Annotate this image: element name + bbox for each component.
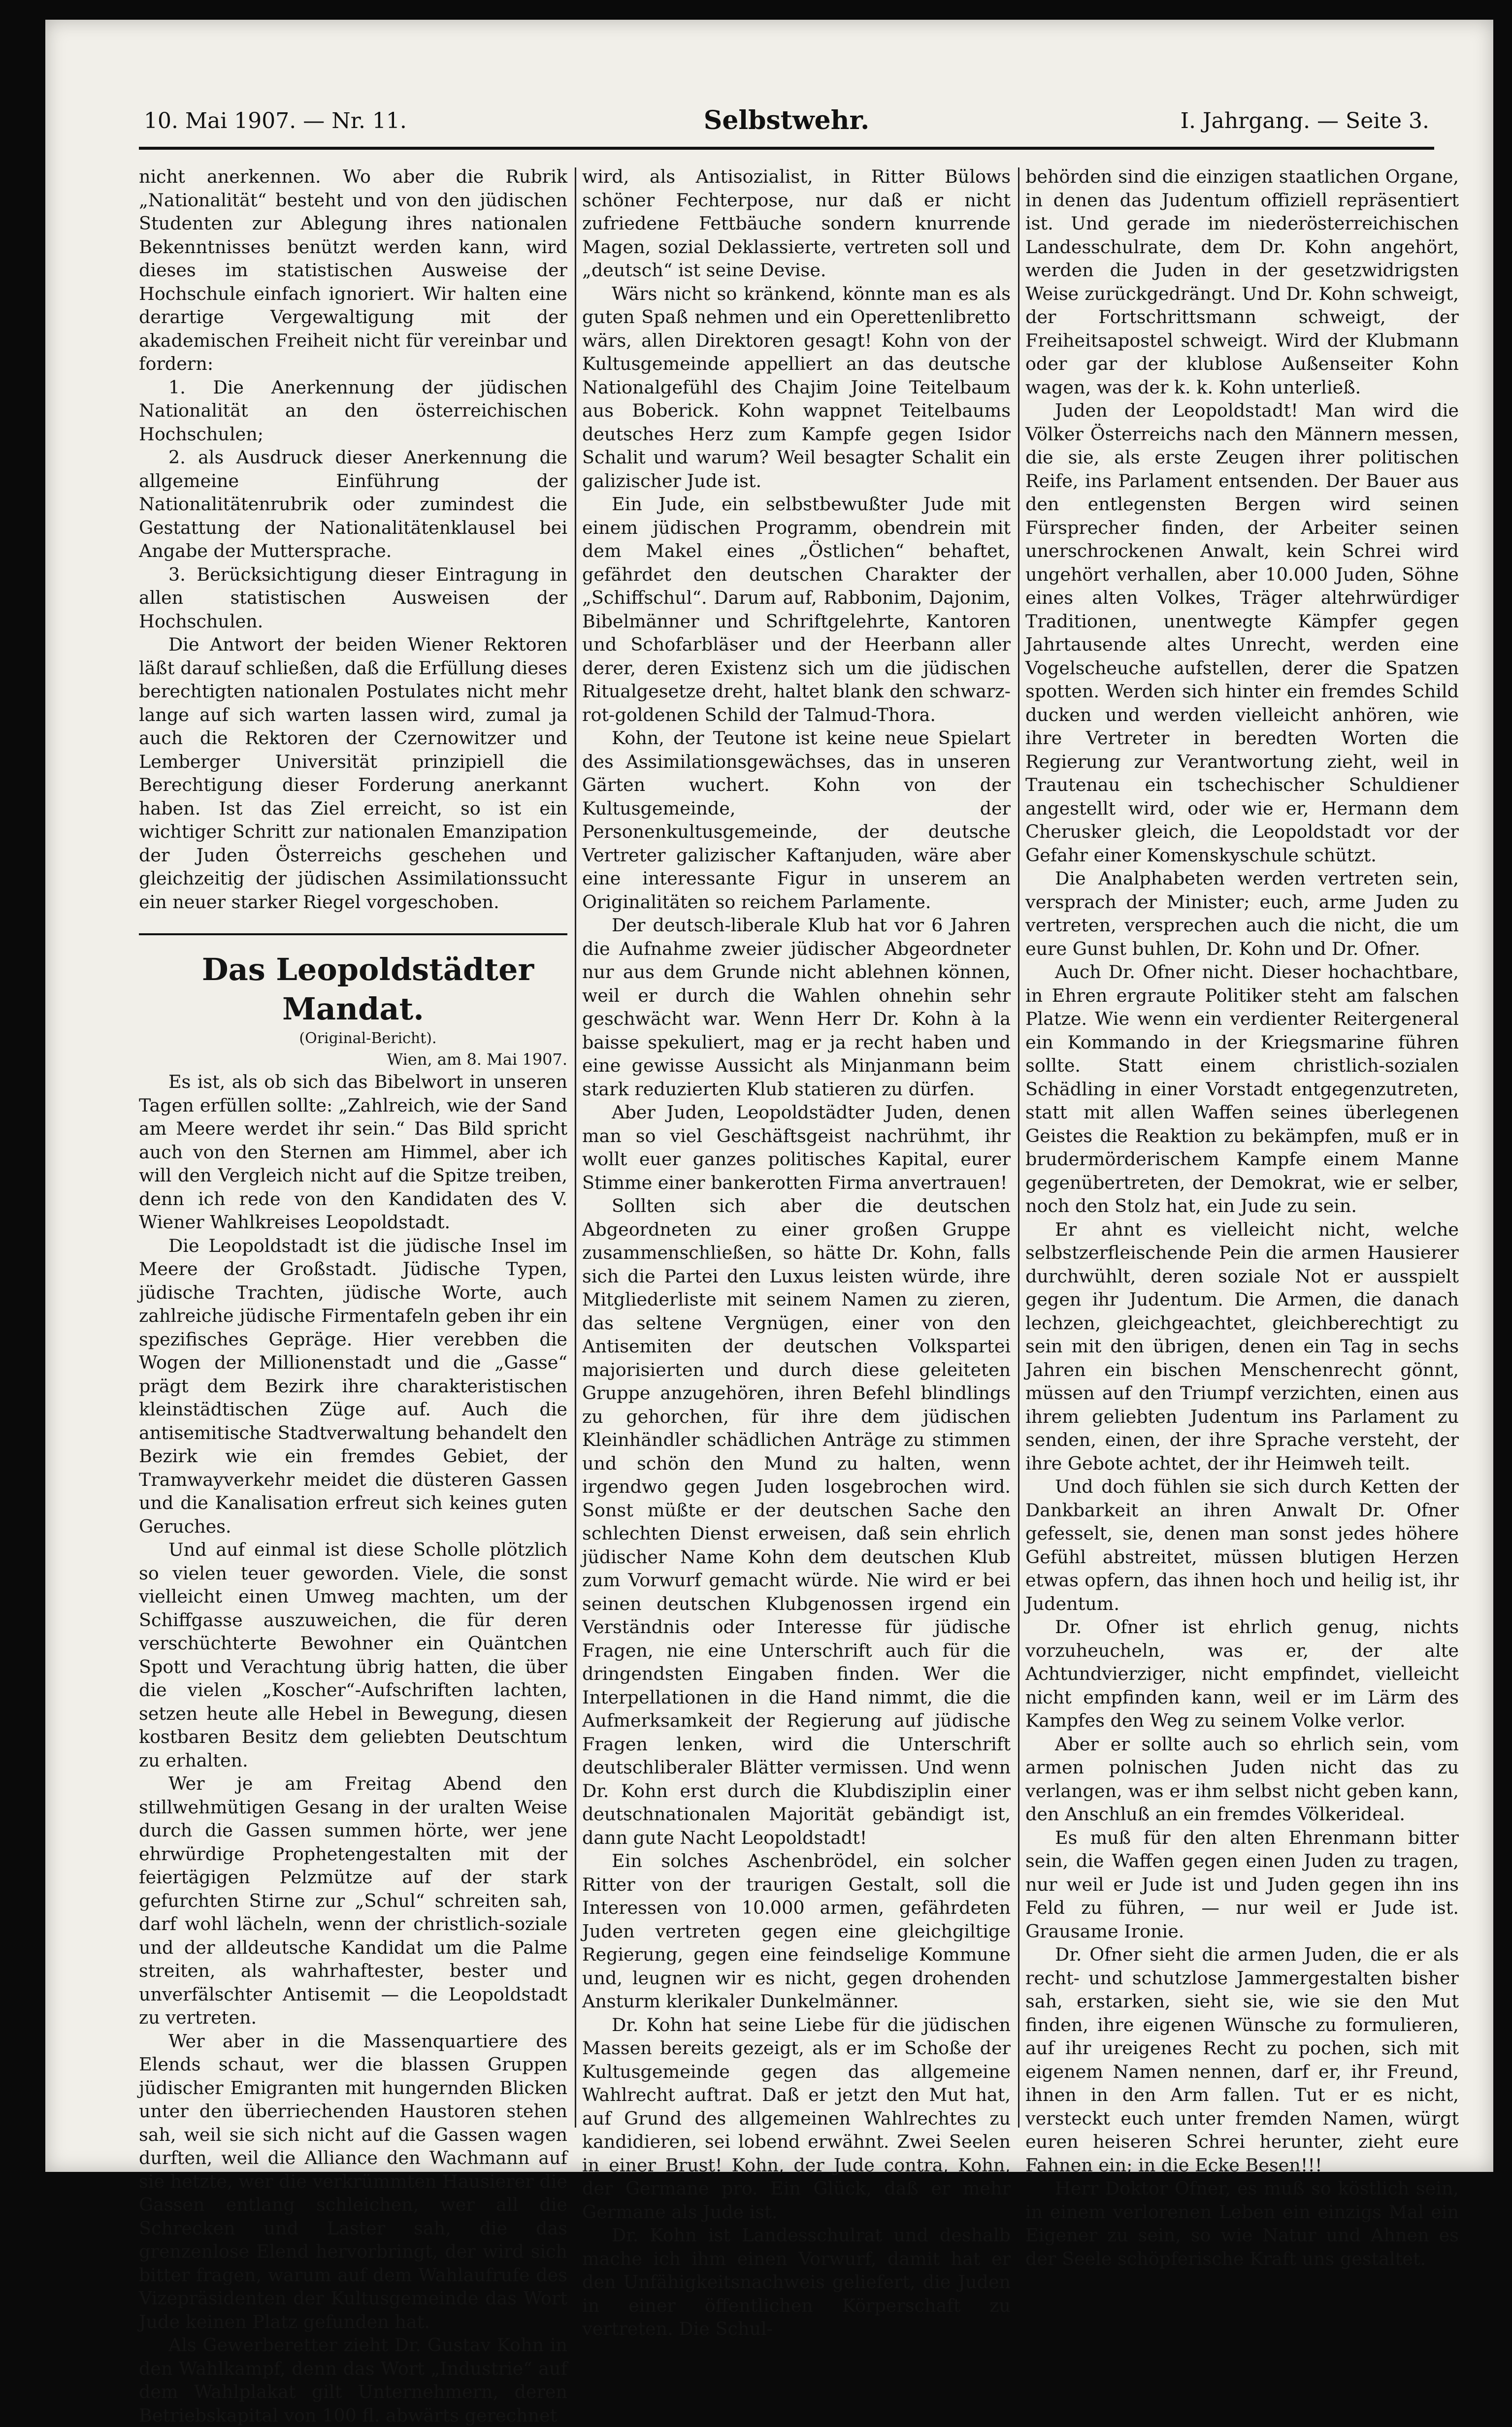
paragraph: Aber Juden, Leopoldstädter Juden, denen man so viel Geschäftsgeist nachrühmt, ihr wollt euer ganzes politisches Kapital, eurer Stimme einer bankerotten Firma anvertrauen!: [582, 1102, 1011, 1193]
article-title: Das Leopoldstädter Mandat.: [201, 951, 534, 1027]
newspaper-page: [45, 20, 1493, 2426]
paragraph: Und doch fühlen sie sich durch Ketten der Dankbarkeit an ihren Anwalt Dr. Ofner gefesselt, sie, denen man sonst jedes höhere Gefühl abstreitet, müssen blutigen Herzen etwas opfern, das ihnen hoch und heilig ist, ihr Judentum.: [1025, 1476, 1459, 1614]
header-date-issue: 10. Mai 1907. — Nr. 11.: [144, 108, 407, 133]
demand-item-3: 3. Berücksichtigung dieser Eintragung in allen statistischen Ausweisen der Hochschulen.: [139, 563, 567, 632]
paragraph: Wärs nicht so kränkend, könnte man es als guten Spaß nehmen und ein Operettenlibretto wärs, allen Direktoren gesagt! Kohn von der Kultusgemeinde appelliert an das deutsche Nationalgefühl des Chajim Joine Teitelbaum aus Boberick. Kohn wappnet Teitelbaums deutsches Herz zum Kampfe gegen Isidor Schalit und warum? Weil besagter Schalit ein galizischer Jude ist.: [582, 283, 1011, 492]
paragraph: Dr. Kohn ist Landesschulrat und deshalb mache ich ihm einen Vorwurf, damit hat er den Unfähigkeitsnachweis geliefert, die Juden in einer öffentlichen Körperschaft zu vertreten. Die Schul-: [582, 2225, 1011, 2339]
paragraph: nicht anerkennen. Wo aber die Rubrik „Nationalität“ besteht und von den jüdischen Studenten zur Ablegung ihres nationalen Bekenntnisses benützt werden kann, wird dieses im statistischen Ausweise der Hochschule einfach ignoriert. Wir halten eine derartige Vergewaltigung mit der akademischen Freiheit nicht für vereinbar und fordern:: [139, 166, 567, 374]
demand-item-1: 1. Die Anerkennung der jüdischen Nationalität an den österreichischen Hochschulen;: [139, 376, 567, 445]
column-2: [582, 165, 1011, 2339]
paragraph: Wer aber in die Massenquartiere des Elends schaut, wer die blassen Gruppen jüdischer Emigranten mit hungernden Blicken unter den überriechenden Haustoren stehen sah, weil sie sich nicht auf die Gassen wagen durften, weil die Alliance den Wachmann auf sie hetzte, wer die verkrümmten Hausierer die Gassen entlang schleichen, wer all die Schrecken und Laster sah, die das grenzenlose Elend hervorbringt, der wird sich bitter fragen, warum auf dem Wahlaufrufe des Vizepräsidenten der Kultusgemeinde das Wort Jude keinen Platz gefunden hat.: [139, 2030, 567, 2332]
paragraph: Herr Doktor Ofner, es muß so köstlich sein, in einem verlorenen Leben ein einzigs Mal ein Eigener zu sein, so wie Natur und Ahnen es der Seele schöpferische Kraft uns gestaltet.: [1025, 2178, 1459, 2269]
paragraph: Aber er sollte auch so ehrlich sein, vom armen polnischen Juden nicht das zu verlangen, was er ihm selbst nicht geben kann, den Anschluß an ein fremdes Völkerideal.: [1025, 1733, 1459, 1825]
column-1: [139, 165, 567, 2426]
column-3: [1025, 165, 1459, 2269]
header-volume-page: I. Jahrgang. — Seite 3.: [1180, 108, 1429, 133]
article-dateline: Wien, am 8. Mai 1907.: [387, 1050, 567, 1069]
paragraph: Es ist, als ob sich das Bibelwort in unseren Tagen erfüllen sollte: „Zahlreich, wie der Sand am Meere werdet ihr sein.“ Das Bild spricht auch von den Sternen am Himmel, aber ich will den Vergleich nicht auf die Spitze treiben, denn ich rede von den Kandidaten des V. Wiener Wahlkreises Leopoldstadt.: [139, 1071, 567, 1233]
paragraph: behörden sind die einzigen staatlichen Organe, in denen das Judentum offiziell repräsentiert ist. Und gerade im niederösterreichischen Landesschulrate, dem Dr. Kohn angehört, werden die Juden in der gesetzwidrigsten Weise zurückgedrängt. Und Dr. Kohn schweigt, der Fortschrittsmann schweigt, der Freiheitsapostel schweigt. Wird der Klubmann oder gar der klublose Außenseiter Kohn wagen, was der k. k. Kohn unterließ.: [1025, 166, 1459, 398]
paragraph: Auch Dr. Ofner nicht. Dieser hochachtbare, in Ehren ergraute Politiker steht am falschen Platze. Wie wenn ein verdienter Reitergeneral ein Kommando in der Kriegsmarine führen sollte. Statt einem christlich-sozialen Schädling in einer Vorstadt entgegenzutreten, statt mit allen Waffen seines überlegenen Geistes die Reaktion zu bekämpfen, muß er in brudermörderischem Kampfe einem Manne gegenübertreten, der Demokrat, wie er selber, noch den Stolz hat, ein Jude zu sein.: [1025, 961, 1459, 1216]
paragraph: Als Gewerberetter zieht Dr. Gustav Kohn in den Wahlkampf, denn das Wort „Industrie“ auf dem Wahlplakat gilt Unternehmern, deren Betriebskapital von 100 fl. abwärts gerechnet: [139, 2334, 567, 2426]
paragraph: Die Analphabeten werden vertreten sein, versprach der Minister; euch, arme Juden zu vertreten, versprechen auch die nicht, die um eure Gunst buhlen, Dr. Kohn und Dr. Ofner.: [1025, 868, 1459, 959]
paragraph: Der deutsch-liberale Klub hat vor 6 Jahren die Aufnahme zweier jüdischer Abgeordneter nur aus dem Grunde nicht ablehnen können, weil er durch die Wahlen ohnehin sehr geschwächt war. Wenn Herr Dr. Kohn à la baisse spekuliert, mag er ja recht haben und eine gewisse Aussicht als Minjanmann beim stark reduzierten Klub statieren zu dürfen.: [582, 915, 1011, 1100]
paragraph: wird, als Antisozialist, in Ritter Bülows schöner Fechterpose, nur daß er nicht zufriedene Fettbäuche sondern knurrende Magen, sozial Deklassierte, vertreten soll und „deutsch“ ist seine Devise.: [582, 166, 1011, 281]
paragraph: Kohn, der Teutone ist keine neue Spielart des Assimilationsgewächses, das in unseren Gärten wuchert. Kohn von der Kultusgemeinde, der Personenkultusgemeinde, der deutsche Vertreter galizischer Kaftanjuden, wäre aber eine interessante Figur in unserem an Originalitäten so reichem Parlamente.: [582, 727, 1011, 913]
column-divider-1: [575, 167, 576, 2128]
paragraph: Wer je am Freitag Abend den stillwehmütigen Gesang in der uralten Weise durch die Gassen summen hörte, wer jene ehrwürdige Prophetengestalten mit der feiertägigen Pelzmütze auf der stark gefurchten Stirne zur „Schul“ schreiten sah, darf wohl lächeln, wenn der christlich-soziale und der alldeutsche Kandidat um die Palme streiten, als wahrhaftester, bester und unverfälschter Antisemit — die Leopoldstadt zu vertreten.: [139, 1773, 567, 2028]
paragraph: Er ahnt es vielleicht nicht, welche selbstzerfleischende Pein die armen Hausierer durchwühlt, deren soziale Not er ausspielt gegen ihr Judentum. Die Armen, die danach lechzen, gleichgeachtet, gleichberechtigt zu sein mit den übrigen, denen ein Tag in sechs Jahren ein bischen Menschenrecht gönnt, müssen auf den Triumpf verzichten, einen aus ihrem geliebten Judentum ins Parlament zu senden, einen, der ihre Sprache versteht, der ihre Gebote achtet, der ihr Heimweh teilt.: [1025, 1218, 1459, 1474]
paragraph: Es muß für den alten Ehrenmann bitter sein, die Waffen gegen einen Juden zu tragen, nur weil er Jude ist und Juden gegen ihn ins Feld zu führen, — nur weil er Jude ist. Grausame Ironie.: [1025, 1827, 1459, 1942]
paragraph: Ein Jude, ein selbstbewußter Jude mit einem jüdischen Programm, obendrein mit dem Makel eines „Östlichen“ behaftet, gefährdet den deutschen Charakter der „Schiffschul“. Darum auf, Rabbonim, Dajonim, Bibelmänner und Schriftgelehrte, Kantoren und Schofarbläser und der Heerbann aller derer, deren Existenz sich um die jüdischen Ritualgesetze dreht, haltet blank den schwarz-rot-goldenen Schild der Talmud-Thora.: [582, 493, 1011, 725]
article-subtitle: (Original-Bericht).: [299, 1030, 437, 1047]
paragraph: Die Antwort der beiden Wiener Rektoren läßt darauf schließen, daß die Erfüllung dieses berechtigten nationalen Postulates nicht mehr lange auf sich warten lassen wird, zumal ja auch die Rektoren der Czernowitzer und Lemberger Universität prinzipiell die Berechtigung dieser Forderung anerkannt haben. Ist das Ziel erreicht, so ist ein wichtiger Schritt zur nationalen Emanzipation der Juden Österreichs geschehen und gleichzeitig der jüdischen Assimilationssucht ein neuer starker Riegel vorgeschoben.: [139, 634, 567, 913]
article-separator: [139, 933, 567, 935]
paragraph: Sollten sich aber die deutschen Abgeordneten zu einer großen Gruppe zusammenschließen, so hätte Dr. Kohn, falls sich die Partei den Luxus leisten würde, ihre Mitgliederliste mit seinem Namen zu zieren, das seltene Vergnügen, einer von den Antisemiten der deutschen Volkspartei majorisierten und durch diese geleiteten Gruppe anzugehören, ihren Befehl blindlings zu gehorchen, für ihre dem jüdischen Kleinhändler schädlichen Anträge zu stimmen und schön den Mund zu halten, wenn irgendwo gegen Juden losgebrochen wird. Sonst müßte er der deutschen Sache den schlechten Dienst erweisen, daß sein ehrlich jüdischer Name Kohn dem deutschen Klub zum Vorwurf gemacht würde. Nie wird er bei seinen deutschen Klubgenossen irgend ein Verständnis oder Interesse für jüdische Fragen, nie eine Unterschrift auch für die dringendsten Eingaben finden. Wer die Interpellationen in die Hand nimmt, die die Aufmerksamkeit der Regierung auf jüdische Fragen lenken, wird die Unterschrift deutschliberaler Blätter vermissen. Und wenn Dr. Kohn erst durch die Klubdisziplin einer deutschnationalen Majorität gebändigt ist, dann gute Nacht Leopoldstadt!: [582, 1195, 1011, 1848]
paragraph: Und auf einmal ist diese Scholle plötzlich so vielen teuer geworden. Viele, die sonst vielleicht einen Umweg machten, um der Schiffgasse auszuweichen, die für deren verschüchterte Bewohner ein Quäntchen Spott und Verachtung übrig hatten, die über die vielen „Koscher“-Aufschriften lachten, setzen heute alle Hebel in Bewegung, diesen kostbaren Besitz dem geliebten Deutschtum zu erhalten.: [139, 1539, 567, 1771]
paragraph: Die Leopoldstadt ist die jüdische Insel im Meere der Großstadt. Jüdische Typen, jüdische Trachten, jüdische Worte, auch zahlreiche jüdische Firmentafeln geben ihr ein spezifisches Gepräge. Hier verebben die Wogen der Millionenstadt und die „Gasse“ prägt dem Bezirk ihre charakteristischen kleinstädtischen Züge auf. Auch die antisemitische Stadtverwaltung behandelt den Bezirk wie ein fremdes Gebiet, der Tramwayverkehr meidet die düsteren Gassen und die Kanalisation erfreut sich keines guten Geruches.: [139, 1235, 567, 1537]
column-divider-2: [1018, 167, 1019, 2128]
header-rule: [139, 147, 1434, 150]
paragraph: Juden der Leopoldstadt! Man wird die Völker Österreichs nach den Männern messen, die sie, als erste Zeugen ihrer politischen Reife, ins Parlament entsenden. Der Bauer aus den entlegensten Bergen wird seinen Fürsprecher finden, der Arbeiter seinen unerschrockenen Anwalt, kein Schrei wird ungehört verhallen, aber 10.000 Juden, Söhne eines alten Volkes, Träger altehrwürdiger Traditionen, unentwegte Kämpfer gegen Jahrtausende altes Unrecht, werden eine Vogelscheuche aufstellen, derer die Spatzen spotten. Werden sich hinter ein fremdes Schild ducken und werden vielleicht anhören, wie ihre Vertreter in beredten Worten die Regierung zur Verantwortung zieht, weil in Trautenau ein tschechischer Schuldiener angestellt wird, oder wie er, Hermann dem Cherusker gleich, die Leopoldstadt vor der Gefahr einer Komenskyschule schützt.: [1025, 400, 1459, 866]
demand-item-2: 2. als Ausdruck dieser Anerkennung die allgemeine Einführung der Nationalitätenrubrik oder zumindest die Gestattung der Nationalitätenklausel bei Angabe der Muttersprache.: [139, 447, 567, 561]
paragraph: Ein solches Aschenbrödel, ein solcher Ritter von der traurigen Gestalt, soll die Interessen von 10.000 armen, gefährdeten Juden vertreten gegen eine gleichgiltige Regierung, gegen eine feindselige Kommune und, leugnen wir es nicht, gegen drohenden Ansturm klerikaler Dunkelmänner.: [582, 1850, 1011, 2012]
paragraph: Dr. Ofner ist ehrlich genug, nichts vorzuheucheln, was er, der alte Achtundvierziger, nicht empfindet, vielleicht nicht empfinden kann, weil er im Lärm des Kampfes den Weg zu seinem Volke verlor.: [1025, 1616, 1459, 1731]
page-header: [144, 103, 1429, 143]
paragraph: Dr. Kohn hat seine Liebe für die jüdischen Massen bereits gezeigt, als er im Schoße der Kultusgemeinde gegen das allgemeine Wahlrecht auftrat. Daß er jetzt den Mut hat, auf Grund des allgemeinen Wahlrechtes zu kandidieren, sei lobend erwähnt. Zwei Seelen in einer Brust! Kohn, der Jude contra, Kohn, der Germane pro. Ein Glück, daß er mehr Germane als Jude ist.: [582, 2014, 1011, 2223]
paragraph: Dr. Ofner sieht die armen Juden, die er als recht- und schutzlose Jammergestalten bisher sah, erstarken, sieht sie, wie sie den Mut finden, ihre eigenen Wünsche zu formulieren, auf ihr ureigenes Recht zu pochen, sich mit eigenem Namen nennen, darf er, ihr Freund, ihnen in den Arm fallen. Tut er es nicht, versteckt euch unter fremden Namen, würgt euren heiseren Schrei herunter, zieht eure Fahnen ein; in die Ecke Besen!!!: [1025, 1944, 1459, 2176]
masthead-title: Selbstwehr.: [703, 105, 870, 135]
